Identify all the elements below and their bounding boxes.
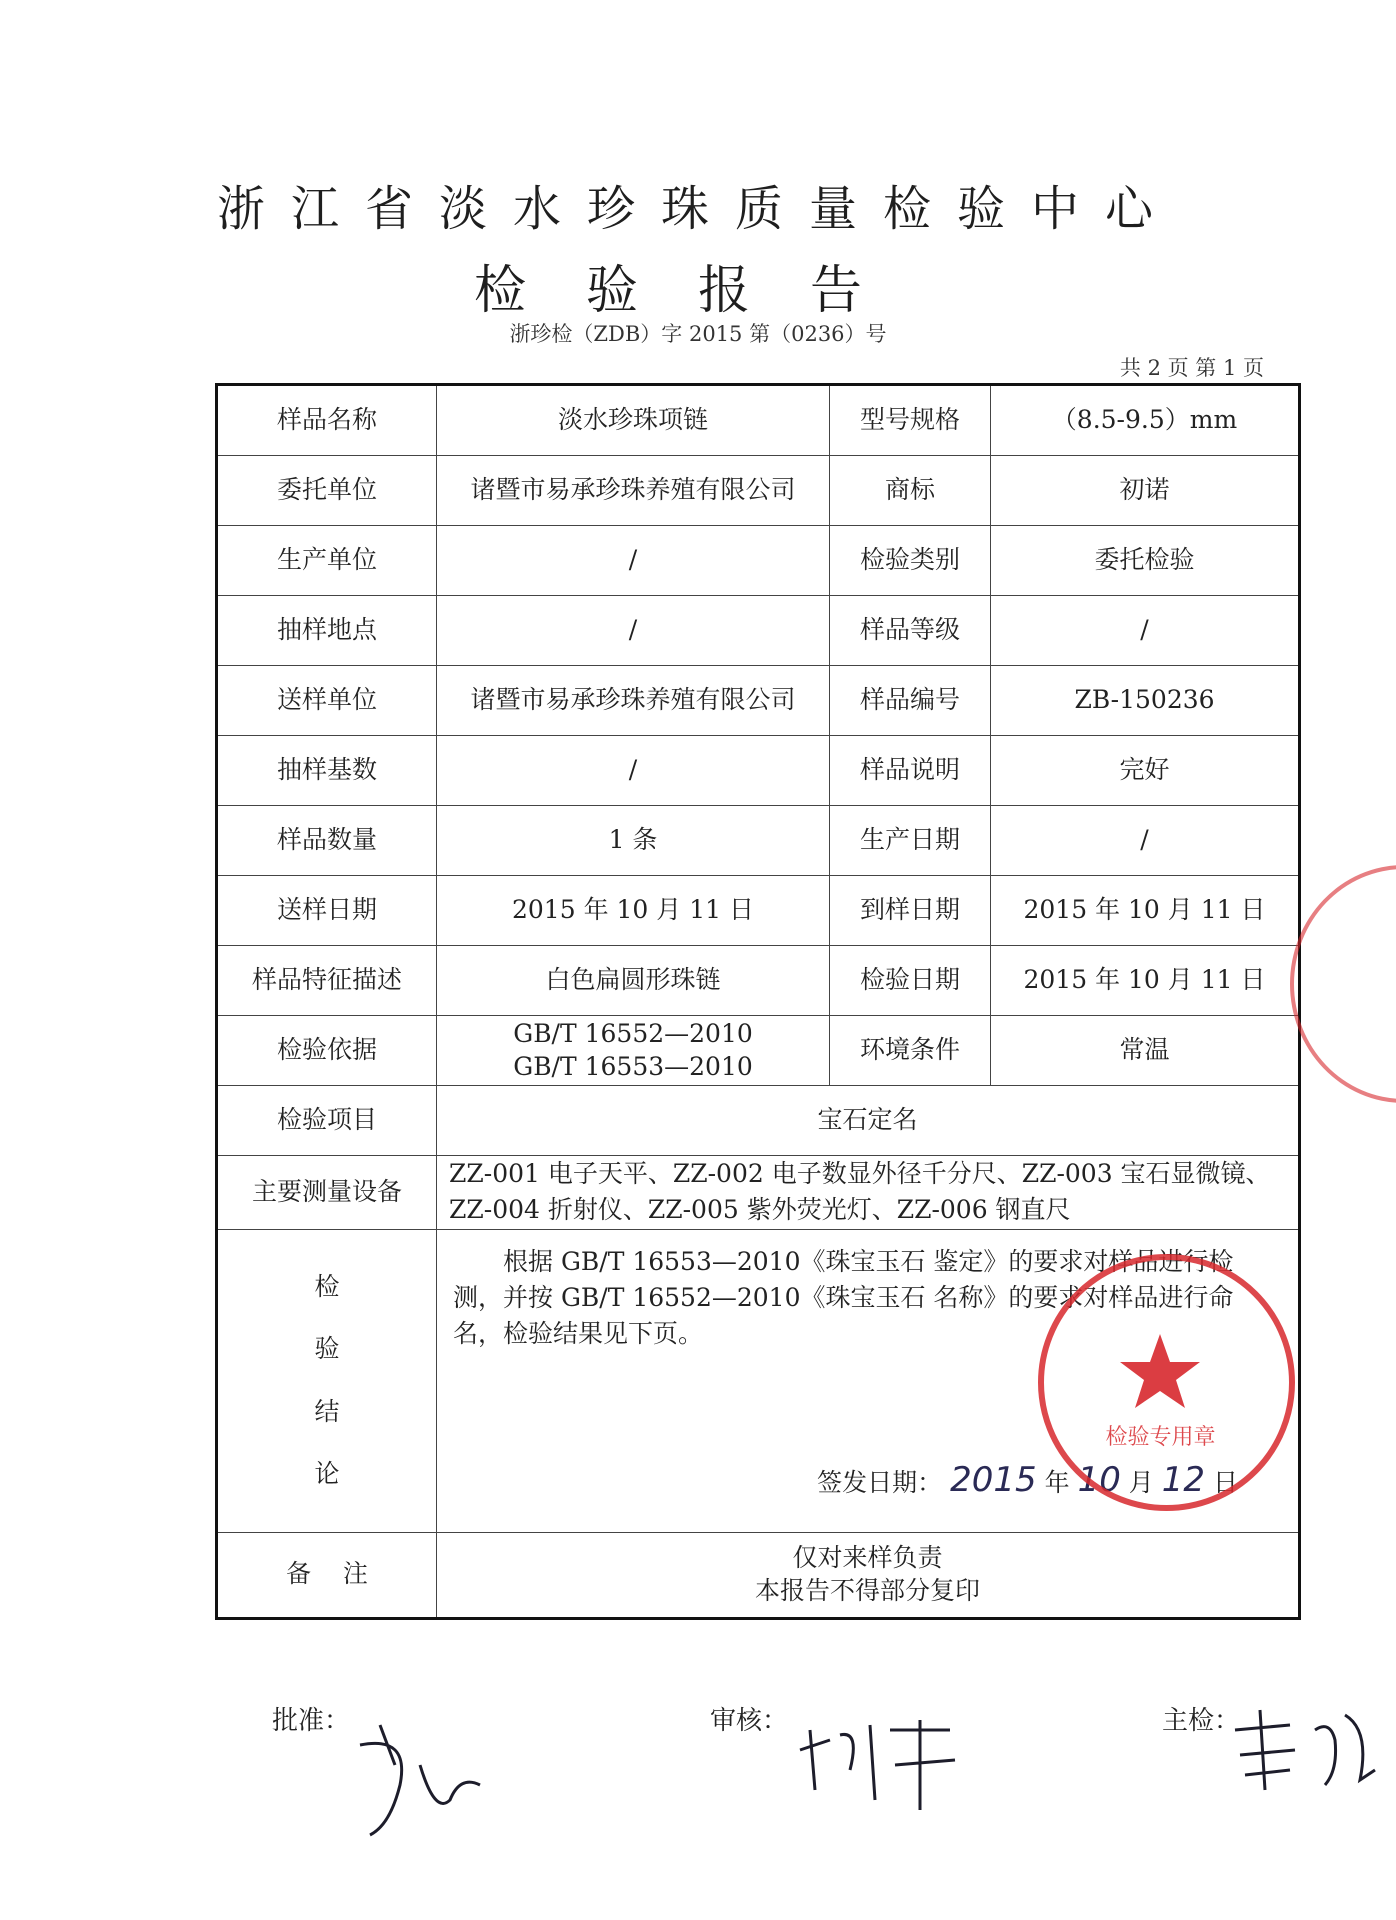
remarks-label: 备 注 bbox=[217, 1532, 437, 1618]
report-title: 检验报告 bbox=[473, 261, 922, 321]
table-row bbox=[217, 946, 1300, 1016]
field-value: / bbox=[991, 806, 1300, 876]
seal-star bbox=[1120, 1334, 1200, 1408]
field-value: / bbox=[437, 526, 830, 596]
field-label: 送样单位 bbox=[217, 666, 437, 736]
item-label: 检验项目 bbox=[217, 1086, 437, 1156]
field-value: 诸暨市易承珍珠养殖有限公司 bbox=[437, 456, 830, 526]
table-row bbox=[217, 736, 1300, 806]
field-label: 商标 bbox=[830, 456, 991, 526]
conclusion-label bbox=[217, 1229, 437, 1532]
field-label: 样品说明 bbox=[830, 736, 991, 806]
report-number: 浙珍检（ZDB）字 2015 第（0236）号 bbox=[509, 322, 887, 346]
field-value: 初诺 bbox=[991, 456, 1300, 526]
field-label: 样品数量 bbox=[217, 806, 437, 876]
organization-name: 浙江省淡水珍珠质量检验中心 bbox=[216, 181, 1179, 237]
issue-day: 12 bbox=[1161, 1460, 1206, 1501]
basis-label: 检验依据 bbox=[217, 1016, 437, 1086]
basis-value bbox=[437, 1016, 830, 1086]
field-value: / bbox=[437, 736, 830, 806]
field-value: 2015 年 10 月 11 日 bbox=[437, 876, 830, 946]
field-label: 样品编号 bbox=[830, 666, 991, 736]
review-signature bbox=[790, 1710, 990, 1820]
issue-label: 签发日期： bbox=[817, 1468, 943, 1498]
field-value: ZB-150236 bbox=[991, 666, 1300, 736]
field-label: 样品等级 bbox=[830, 596, 991, 666]
field-value: / bbox=[991, 596, 1300, 666]
field-label: 生产单位 bbox=[217, 526, 437, 596]
table-row bbox=[217, 806, 1300, 876]
table-row bbox=[217, 876, 1300, 946]
table-row bbox=[217, 1532, 1300, 1618]
conclusion-label-char: 论 bbox=[314, 1459, 340, 1488]
issue-month: 10 bbox=[1077, 1460, 1121, 1501]
remarks-line-2: 本报告不得部分复印 bbox=[754, 1575, 980, 1605]
field-value: 2015 年 10 月 11 日 bbox=[991, 946, 1300, 1016]
issue-day-char: 日 bbox=[1212, 1468, 1238, 1498]
field-label: 到样日期 bbox=[830, 876, 991, 946]
field-label: 生产日期 bbox=[830, 806, 991, 876]
equipment-line-1: ZZ-001 电子天平、ZZ-002 电子数显外径千分尺、ZZ-003 宝石显微镜、 bbox=[449, 1159, 1271, 1188]
table-row bbox=[217, 456, 1300, 526]
basis-line-1: GB/T 16552—2010 bbox=[513, 1019, 753, 1048]
table-row bbox=[217, 1016, 1300, 1086]
field-value: 完好 bbox=[991, 736, 1300, 806]
field-label: 检验类别 bbox=[830, 526, 991, 596]
conclusion-text: 根据 GB/T 16553—2010《珠宝玉石 鉴定》的要求对样品进行检测，并按 GB/T 16552—2010《珠宝玉石 名称》的要求对样品进行命名，检验结果见下页。 bbox=[453, 1246, 1234, 1348]
environment-value: 常温 bbox=[991, 1016, 1300, 1086]
field-value: / bbox=[437, 596, 830, 666]
remarks-value bbox=[437, 1532, 1300, 1618]
issue-year: 2015 bbox=[950, 1460, 1037, 1501]
item-value: 宝石定名 bbox=[437, 1086, 1300, 1156]
field-value: 2015 年 10 月 11 日 bbox=[991, 876, 1300, 946]
inspect-label: 主检： bbox=[1162, 1706, 1241, 1736]
table-row bbox=[217, 596, 1300, 666]
issue-month-char: 月 bbox=[1128, 1468, 1154, 1498]
field-label: 送样日期 bbox=[217, 876, 437, 946]
basis-line-2: GB/T 16553—2010 bbox=[513, 1051, 753, 1081]
field-value: 1 条 bbox=[437, 806, 830, 876]
table-row bbox=[217, 1086, 1300, 1156]
conclusion-label-char: 验 bbox=[314, 1334, 340, 1363]
field-value: （8.5-9.5）mm bbox=[991, 385, 1300, 456]
conclusion-label-char: 检 bbox=[314, 1271, 340, 1301]
seal-text: 检验专用章 bbox=[1105, 1425, 1216, 1450]
table-row bbox=[217, 666, 1300, 736]
inspect-signature bbox=[1220, 1700, 1380, 1800]
table-row bbox=[217, 1156, 1300, 1230]
edge-seal bbox=[1290, 865, 1396, 1103]
field-label: 样品特征描述 bbox=[217, 946, 437, 1016]
environment-label: 环境条件 bbox=[830, 1016, 991, 1086]
field-label: 检验日期 bbox=[830, 946, 991, 1016]
field-value: 诸暨市易承珍珠养殖有限公司 bbox=[437, 666, 830, 736]
field-label: 抽样基数 bbox=[217, 736, 437, 806]
page-info: 共 2 页 第 1 页 bbox=[1119, 356, 1264, 380]
approve-label: 批准： bbox=[272, 1706, 351, 1736]
field-value: 淡水珍珠项链 bbox=[437, 385, 830, 456]
equipment-value bbox=[437, 1156, 1300, 1230]
review-label: 审核： bbox=[710, 1706, 789, 1736]
official-seal bbox=[1038, 1254, 1295, 1511]
conclusion-label-char: 结 bbox=[314, 1396, 340, 1426]
equipment-label: 主要测量设备 bbox=[217, 1156, 437, 1230]
field-value: 委托检验 bbox=[991, 526, 1300, 596]
remarks-line-1: 仅对来样负责 bbox=[792, 1543, 943, 1572]
table-row bbox=[217, 526, 1300, 596]
field-label: 型号规格 bbox=[830, 385, 991, 456]
table-row bbox=[217, 385, 1300, 456]
field-label: 样品名称 bbox=[217, 385, 437, 456]
equipment-line-2: ZZ-004 折射仪、ZZ-005 紫外荧光灯、ZZ-006 钢直尺 bbox=[449, 1195, 1071, 1225]
approve-signature bbox=[340, 1705, 490, 1845]
field-value: 白色扁圆形珠链 bbox=[437, 946, 830, 1016]
field-label: 委托单位 bbox=[217, 456, 437, 526]
issue-year-char: 年 bbox=[1044, 1468, 1070, 1498]
field-label: 抽样地点 bbox=[217, 596, 437, 666]
